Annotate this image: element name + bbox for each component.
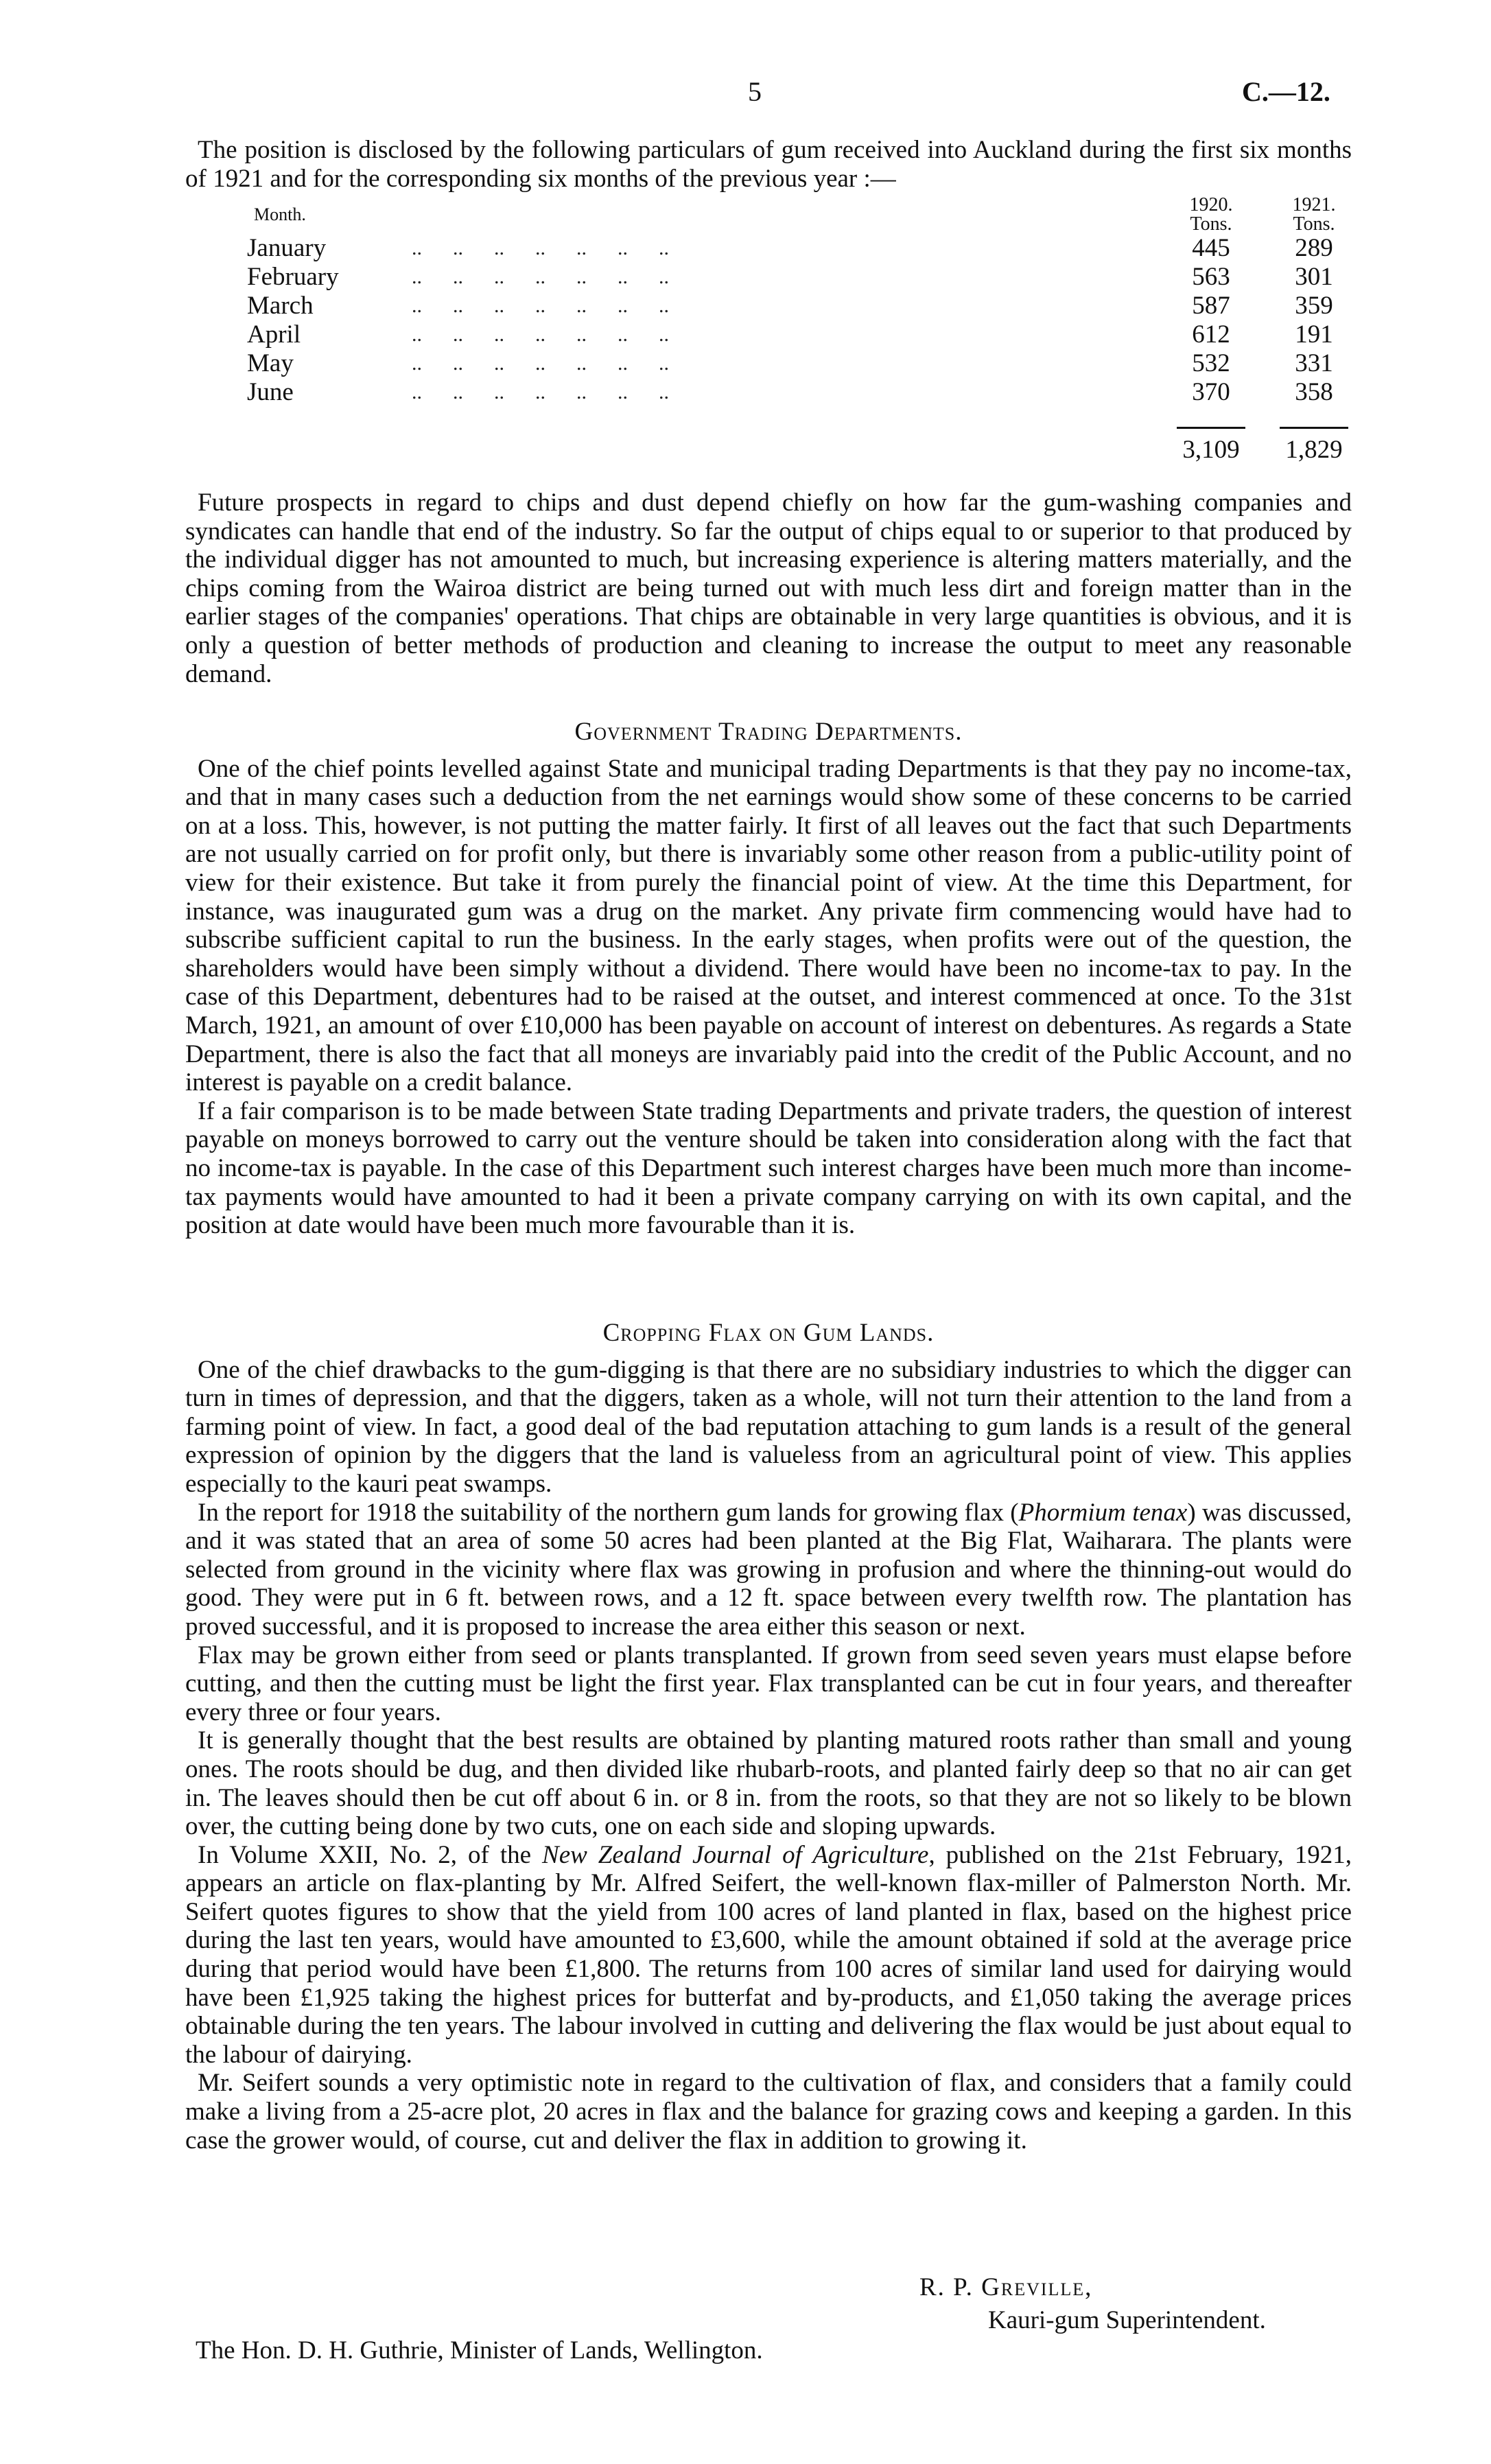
rule-line	[1280, 427, 1348, 429]
month-cell: March	[247, 292, 314, 320]
value-1921: 301	[1295, 263, 1333, 291]
dot-leader: .. .. .. .. .. .. ..	[412, 266, 669, 288]
text: In Volume XXII, No. 2, of the	[198, 1840, 543, 1869]
dot-leader: .. .. .. .. .. .. ..	[412, 237, 669, 259]
value-1920: 587	[1192, 292, 1230, 320]
section-cropping-flax	[185, 1319, 1352, 2155]
table-row	[247, 263, 1365, 292]
text: In the report for 1918 the suitability of the northern gum lands for growing flax (	[198, 1498, 1019, 1527]
table-row	[247, 320, 1365, 349]
gum-receipts-table	[247, 196, 1365, 465]
species-name: Phormium tenax	[1018, 1498, 1188, 1527]
header-1920	[1160, 196, 1263, 234]
total-1920: 3,109	[1182, 436, 1240, 464]
intro-block	[185, 136, 1352, 193]
paragraph: If a fair comparison is to be made between State trading Departments and private traders, the question of interest payable on moneys borrowed to carry out the venture should be taken into consideration along with the fact that no income-tax is payable. In the case of this Department such interest charges have been much more than income-tax payments would have amounted to had it been a private company carrying on with its own capital, and the position at date would have been much more favourable than it is.	[185, 1096, 1352, 1240]
header-1921	[1263, 196, 1365, 234]
table-row	[247, 234, 1365, 263]
month-cell: June	[247, 378, 294, 406]
value-1920: 563	[1192, 263, 1230, 291]
dot-leader: .. .. .. .. .. .. ..	[412, 352, 669, 375]
total-rule	[247, 407, 1365, 436]
value-1921: 289	[1295, 234, 1333, 262]
rule-line	[1177, 427, 1245, 429]
value-1921: 331	[1295, 349, 1333, 377]
future-block	[185, 489, 1352, 688]
value-1921: 191	[1295, 320, 1333, 349]
dot-leader: .. .. .. .. .. .. ..	[412, 294, 669, 317]
future-paragraph: Future prospects in regard to chips and dust depend chiefly on how far the gum-washing companies and syndicates can handle that end of the industry. So far the output of chips equal to or superior to that produced by the individual digger has not amounted to much, but increasing experience is altering matters materially, and the chips coming from the Wairoa district are being turned out with much less dirt and foreign matter than in the earlier stages of the companies' operations. That chips are obtainable in very large quantities is obvious, and it is only a question of better methods of production and cleaning to increase the output to meet any reasonable demand.	[185, 489, 1352, 688]
month-cell: May	[247, 349, 294, 377]
month-header: Month.	[254, 204, 306, 224]
year-1920: 1920.	[1189, 194, 1233, 215]
dot-leader: .. .. .. .. .. .. ..	[412, 381, 669, 403]
dot-leader: .. .. .. .. .. .. ..	[412, 323, 669, 346]
unit-1920: Tons.	[1190, 213, 1232, 235]
section-government-trading	[185, 718, 1352, 1240]
value-1920: 612	[1192, 320, 1230, 349]
unit-1921: Tons.	[1293, 213, 1335, 235]
text: ) was discussed, and it was stated that an area of some 50 acres had been planted at the Big Flat, Waiharara. The plants were selected from ground in the vicinity where flax was growing in profusion and where the thinning-out would do good. They were put in 6 ft. between rows, and a 12 ft. space between every twelfth row. The plantation has proved successful, and it is proposed to increase the area either this season or next.	[185, 1498, 1352, 1641]
journal-title: New Zealand Journal of Agriculture	[542, 1840, 929, 1869]
year-1921: 1921.	[1292, 194, 1336, 215]
value-1921: 358	[1295, 378, 1333, 406]
intro-paragraph: The position is disclosed by the following particulars of gum received into Auckland during the first six months of 1921 and for the corresponding six months of the previous year :—	[185, 136, 1352, 193]
page-number: 5	[748, 76, 762, 107]
month-cell: January	[247, 234, 327, 262]
table-row	[247, 292, 1365, 320]
value-1920: 370	[1192, 378, 1230, 406]
addressee: The Hon. D. H. Guthrie, Minister of Lands, Wellington.	[196, 2336, 763, 2365]
paragraph	[185, 1499, 1352, 1641]
table-row	[247, 349, 1365, 378]
value-1920: 532	[1192, 349, 1230, 377]
paragraph: One of the chief points levelled against State and municipal trading Departments is that they pay no income-tax, and that in many cases such a deduction from the net earnings would show some of these concerns to be carried on at a loss. This, however, is not putting the matter fairly. It first of all leaves out the fact that such Departments are not usually carried on for profit only, but there is invariably some other reason from a public-utility point of view for their existence. But take it from purely the financial point of view. At the time this Department, for instance, was inaugurated gum was a drug on the market. Any private firm commencing would have had to subscribe sufficient capital to run the business. In the early stages, when profits were out of the question, the shareholders would have been simply without a dividend. There would have been no income-tax to pay. In the case of this Department, debentures had to be raised at the outset, and interest commenced at once. To the 31st March, 1921, an amount of over £10,000 has been payable on account of interest on debentures. As regards a State Department, there is also the fact that all moneys are invariably paid into the credit of the Public Account, and no interest is payable on a credit balance.	[185, 754, 1352, 1097]
section-heading: Government Trading Departments.	[574, 718, 963, 746]
paragraph: Mr. Seifert sounds a very optimistic note in regard to the cultivation of flax, and considers that a family could make a living from a 25-acre plot, 20 acres in flax and the balance for grazing cows and keeping a garden. In this case the grower would, of course, cut and deliver the flax in addition to growing it.	[185, 2069, 1352, 2155]
table-row	[247, 378, 1365, 407]
value-1921: 359	[1295, 292, 1333, 320]
document-reference: C.—12.	[1242, 76, 1330, 107]
signature-name: R. P. Greville,	[919, 2273, 1093, 2301]
total-1921: 1,829	[1285, 436, 1343, 464]
paragraph: One of the chief drawbacks to the gum-digging is that there are no subsidiary industries to which the digger can turn in times of depression, and that the diggers, taken as a whole, will not turn their attention to the land from a farming point of view. In fact, a good deal of the bad reputation attaching to gum lands is a result of the general expression of opinion by the diggers that the land is valueless from an agricultural point of view. This applies especially to the kauri peat swamps.	[185, 1355, 1352, 1498]
signature-title: Kauri-gum Superintendent.	[988, 2306, 1266, 2334]
table-header-row	[247, 196, 1365, 234]
month-cell: February	[247, 263, 339, 291]
paragraph: It is generally thought that the best results are obtained by planting matured roots rather than small and young ones. The roots should be dug, and then divided like rhubarb-roots, and planted fairly deep so that no air can get in. The leaves should then be cut off about 6 in. or 8 in. from the roots, so that they are not so likely to be blown over, the cutting being done by two cuts, one on each side and sloping upwards.	[185, 1726, 1352, 1841]
section-heading: Cropping Flax on Gum Lands.	[602, 1319, 935, 1347]
value-1920: 445	[1192, 234, 1230, 262]
paragraph: Flax may be grown either from seed or plants transplanted. If grown from seed seven years must elapse before cutting, and then the cutting must be light the first year. Flax transplanted can be cut in four years, and thereafter every three or four years.	[185, 1641, 1352, 1726]
month-cell: April	[247, 320, 301, 349]
total-row	[247, 436, 1365, 465]
paragraph	[185, 1841, 1352, 2069]
text: , published on the 21st February, 1921, appears an article on flax-planting by Mr. Alfred Seifert, the well-known flax-miller of Palmerston North. Mr. Seifert quotes figures to show that the yield from 100 acres of land planted in flax, based on the highest price during the last ten years, would have amounted to £3,600, while the amount obtained if sold at the average price during that period would have been £1,800. The returns from 100 acres of similar land used for dairying would have been £1,925 taking the highest prices for butterfat and by-products, and £1,050 taking the average prices obtainable during the ten years. The labour involved in cutting and delivering the flax would be just about equal to the labour of dairying.	[185, 1840, 1352, 2069]
